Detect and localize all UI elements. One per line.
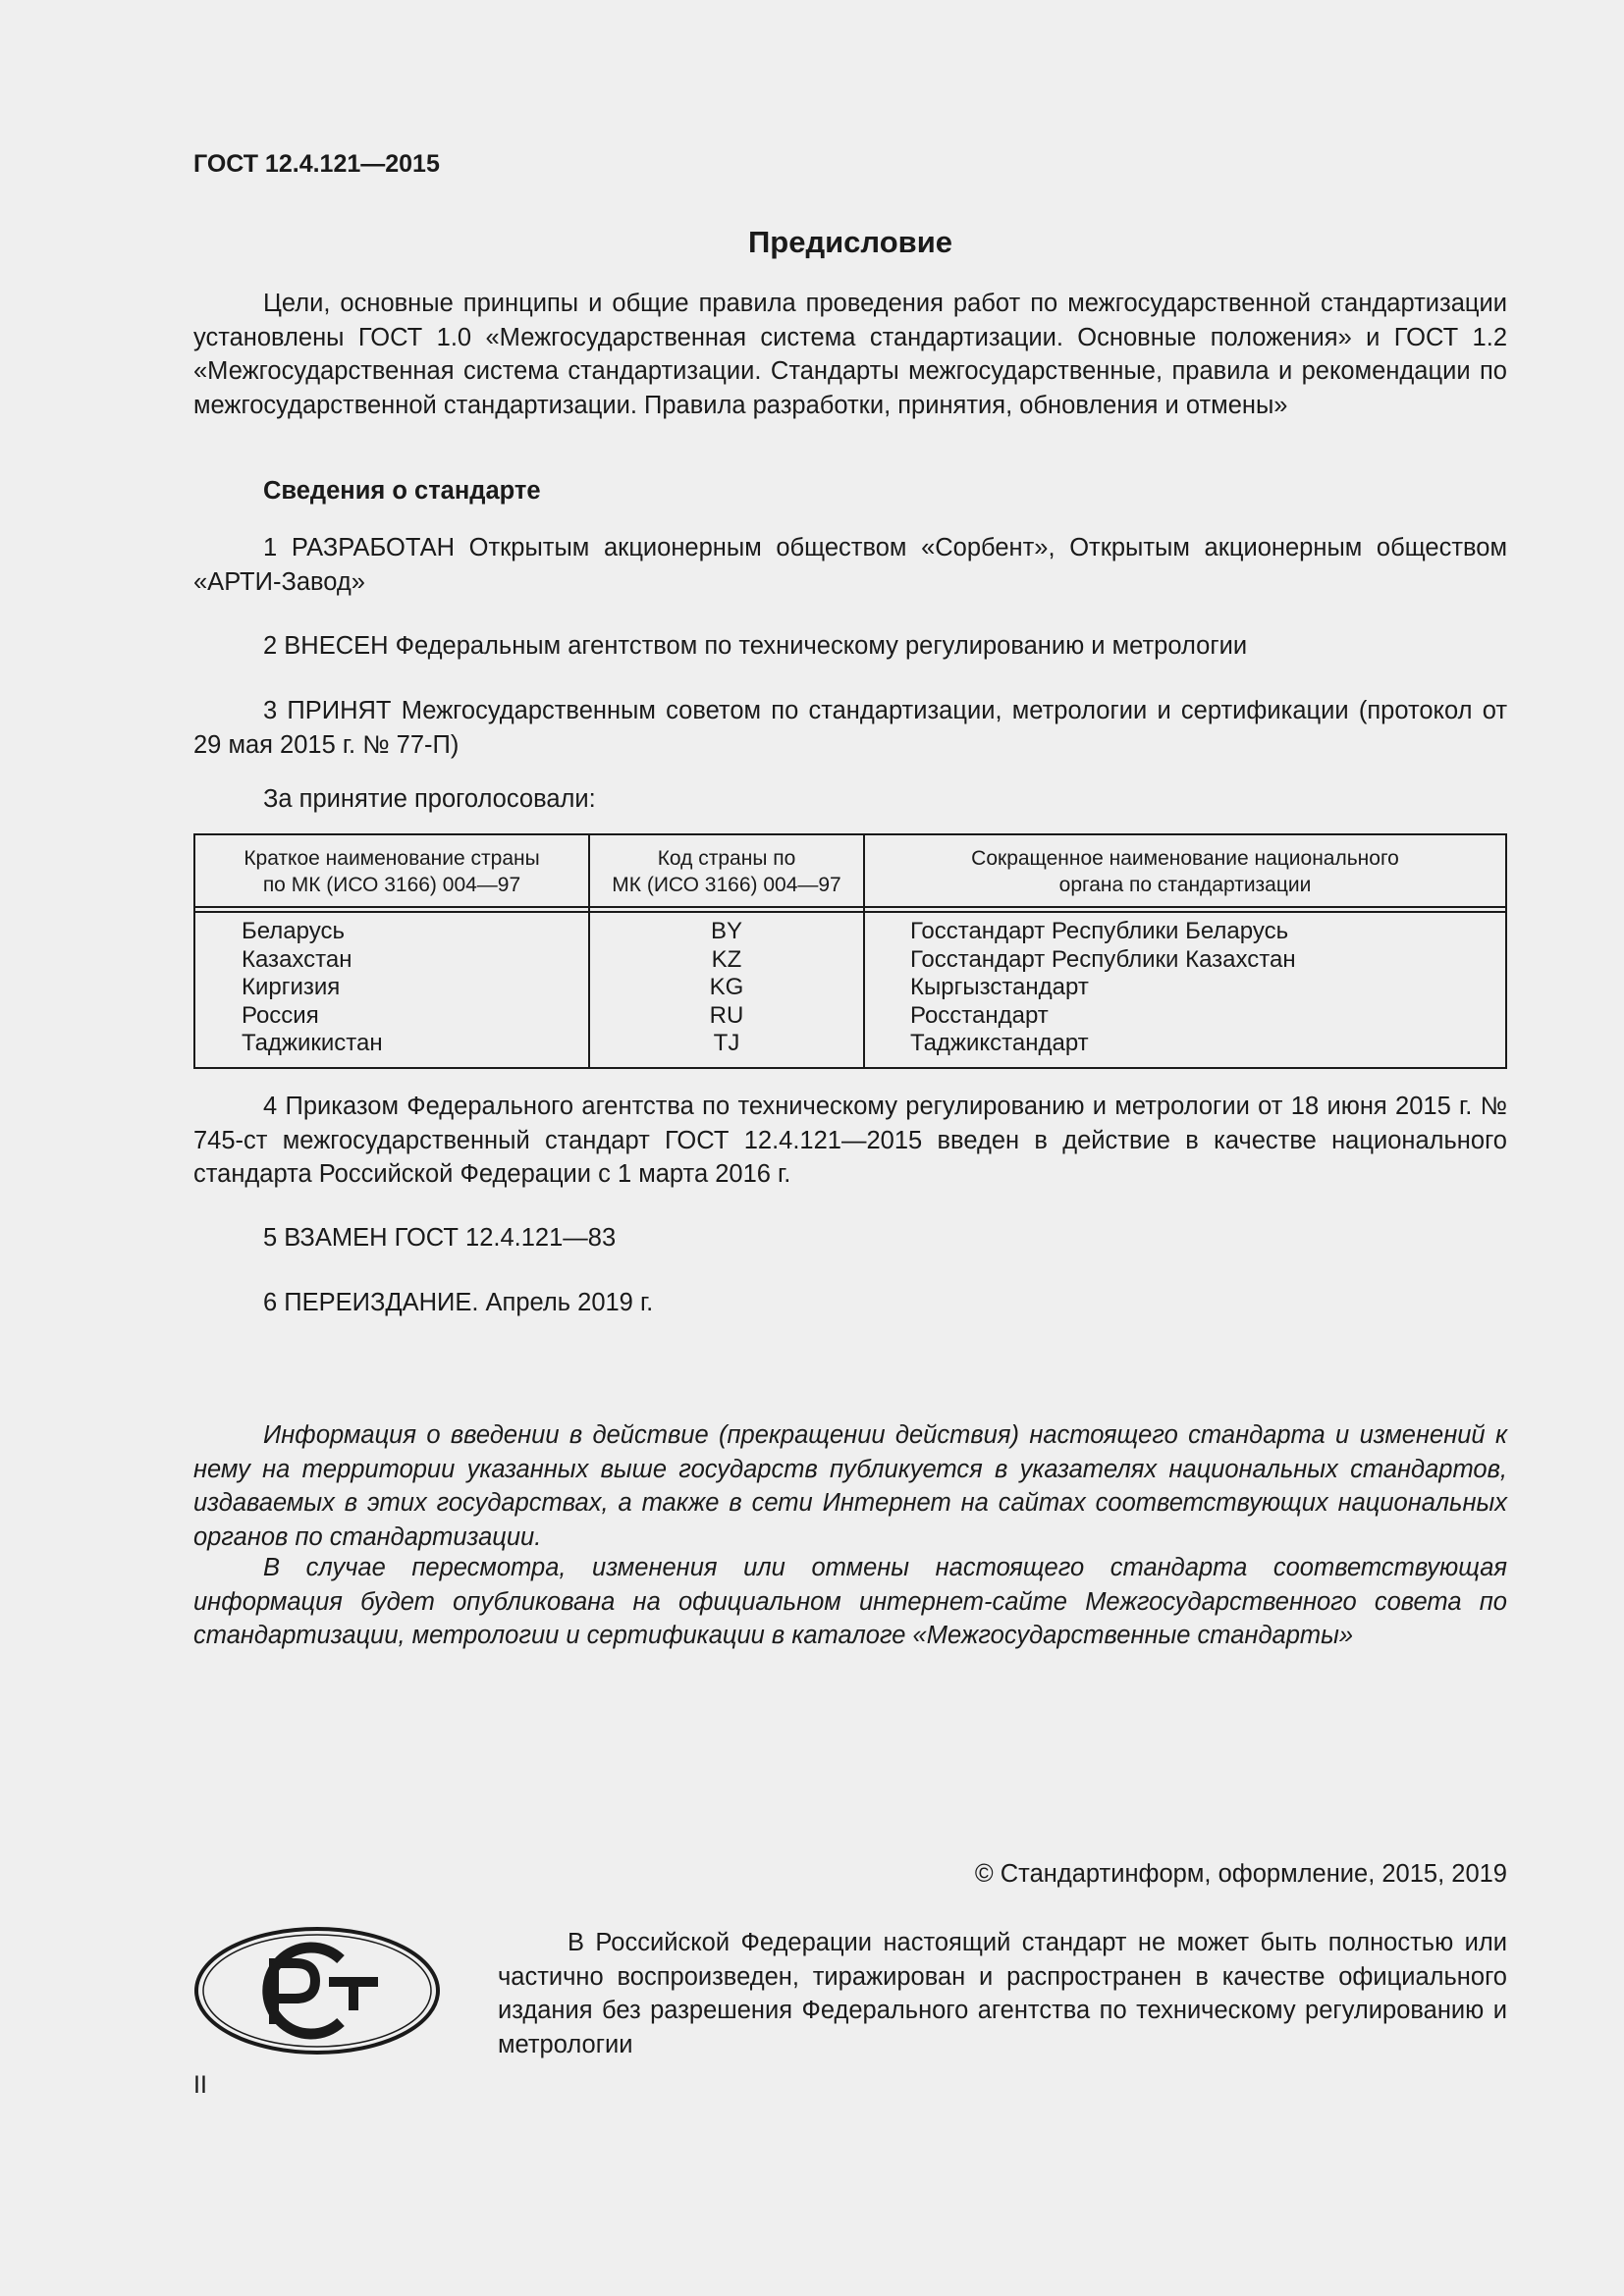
body-column: [910, 918, 1296, 1058]
table-cell-code: RU: [709, 1001, 744, 1029]
document-code: ГОСТ 12.4.121—2015: [193, 150, 440, 178]
header-body: [865, 845, 1505, 898]
intro-text: Цели, основные принципы и общие правила проведения работ по межгосударственной стандартизации установлены ГОСТ 1.0 «Межгосударственная система стандартизации. Основные положения» и ГОСТ 1.2 «Межгосударственная система стандартизации. Стандарты межгосударственные, правила и рекомендации по межгосударственной стандартизации. Правила разработки, принятия, обновления и отмены»: [193, 290, 1507, 419]
item-6: 6 ПЕРЕИЗДАНИЕ. Апрель 2019 г.: [263, 1289, 654, 1316]
voting-table: [193, 833, 1507, 1069]
table-cell-body: Госстандарт Республики Беларусь: [910, 918, 1289, 944]
table-cell-country: Таджикистан: [242, 1030, 383, 1057]
item-3-text: 3 ПРИНЯТ Межгосударственным советом по стандартизации, метрологии и сертификации (протокол от 29 мая 2015 г. № 77-П): [193, 697, 1507, 759]
section-heading: Сведения о стандарте: [263, 477, 541, 505]
table-cell-country: Киргизия: [242, 974, 341, 1001]
item-4: [193, 1090, 1507, 1192]
header-code: [590, 845, 863, 898]
item-5: 5 ВЗАМЕН ГОСТ 12.4.121—83: [263, 1224, 617, 1252]
document-page: [193, 0, 1507, 2296]
notice-text: В Российской Федерации настоящий стандарт не может быть полностью или частично воспроизведен, тиражирован и распространен в качестве официального издания без разрешения Федерального агентства по техническому регулированию и метрологии: [498, 1929, 1507, 2058]
table-cell-body: Таджикстандарт: [910, 1030, 1089, 1057]
copyright: © Стандартинформ, оформление, 2015, 2019: [974, 1860, 1507, 1888]
header-code-line1: Код страны по: [657, 847, 796, 870]
notice-paragraph: [498, 1926, 1507, 2061]
header-country-line2: по МК (ИСО 3166) 004—97: [262, 874, 521, 896]
table-cell-code: KG: [709, 974, 744, 1001]
rst-logo-icon: [193, 1926, 441, 2056]
table-cell-country: Беларусь: [242, 918, 345, 944]
info-text-1: Информация о введении в действие (прекращении действия) настоящего стандарта и изменений к нему на территории указанных выше государств публикуется в указателях национальных стандартов, издаваемых в этих государствах, а также в сети Интернет на сайтах соответствующих национальных органов по стандартизации.: [193, 1421, 1507, 1551]
code-column: [590, 918, 863, 1058]
table-header-rule: [195, 906, 1505, 908]
item-2: 2 ВНЕСЕН Федеральным агентством по техническому регулированию и метрологии: [263, 632, 1248, 660]
page-title: Предисловие: [747, 225, 952, 259]
country-column: [242, 918, 383, 1058]
table-cell-code: KZ: [711, 945, 742, 973]
table-cell-country: Россия: [242, 1001, 319, 1029]
table-header-rule: [195, 911, 1505, 913]
header-body-line1: Сокращенное наименование национального: [971, 847, 1399, 870]
intro-paragraph: [193, 287, 1507, 422]
table-cell-body: Госстандарт Республики Казахстан: [910, 945, 1296, 973]
info-text-2: В случае пересмотра, изменения или отмены настоящего стандарта соответствующая информация будет опубликована на официальном интернет-сайте Межгосударственного совета по стандартизации, метрологии и сертификации в каталоге «Межгосударственные стандарты»: [193, 1554, 1507, 1649]
item-4-text: 4 Приказом Федерального агентства по техническому регулированию и метрологии от 18 июня 2015 г. № 745-ст межгосударственный стандарт ГОСТ 12.4.121—2015 введен в действие в качестве национального стандарта Российской Федерации с 1 марта 2016 г.: [193, 1093, 1507, 1188]
info-paragraph-1: [193, 1418, 1507, 1554]
header-code-line2: МК (ИСО 3166) 004—97: [612, 874, 841, 896]
item-1: [193, 531, 1507, 599]
table-cell-country: Казахстан: [242, 945, 352, 973]
item-1-text: 1 РАЗРАБОТАН Открытым акционерным обществом «Сорбент», Открытым акционерным обществом «АРТИ-Завод»: [193, 534, 1507, 596]
table-cell-code: BY: [710, 918, 742, 944]
header-country: [195, 845, 588, 898]
header-country-line1: Краткое наименование страны: [244, 847, 540, 870]
header-body-line2: органа по стандартизации: [1058, 874, 1312, 896]
table-cell-body: Росстандарт: [910, 1001, 1049, 1029]
page-number: II: [193, 2071, 207, 2099]
voted-label: За принятие проголосовали:: [263, 785, 596, 813]
item-3: [193, 694, 1507, 762]
info-paragraph-2: [193, 1551, 1507, 1653]
table-cell-body: Кыргызстандарт: [910, 974, 1089, 1001]
table-cell-code: TJ: [713, 1030, 740, 1057]
